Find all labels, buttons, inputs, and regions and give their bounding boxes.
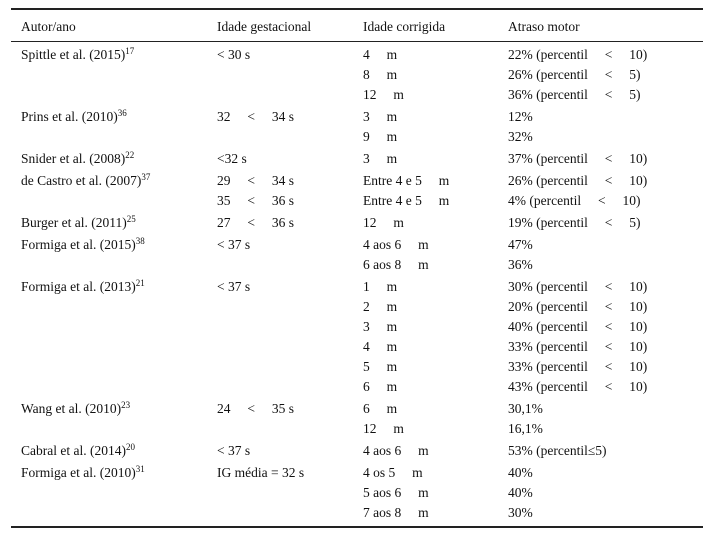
header-gestational-age: Idade gestacional (217, 19, 312, 34)
corrected-age-value: 4 os 5 m (363, 465, 423, 480)
table-bottom-rule (11, 526, 703, 528)
gestational-age-value: 35 < 36 s (217, 193, 294, 208)
motor-delay-value: 16,1% (508, 421, 543, 436)
author-cell (21, 149, 134, 169)
reference-number: 21 (135, 278, 145, 288)
corrected-age-value: 7 aos 8 m (363, 505, 429, 520)
corrected-age-value: 5 m (363, 359, 398, 374)
motor-delay-value: 33% (percentil < 10) (508, 339, 648, 354)
gestational-age-value: < 30 s (217, 47, 251, 62)
motor-delay-value: 4% (percentil < 10) (508, 193, 641, 208)
author-name: Wang et al. (2010) (21, 401, 122, 416)
author-cell (21, 463, 145, 483)
gestational-age-cell (217, 277, 250, 297)
corrected-age-value: 6 aos 8 m (363, 257, 429, 272)
corrected-age-value: Entre 4 e 5 m (363, 193, 450, 208)
header-corrected-age: Idade corrigida (363, 19, 446, 34)
motor-delay-value: 22% (percentil < 10) (508, 47, 648, 62)
corrected-age-cell (363, 171, 449, 211)
gestational-age-value: < 37 s (217, 279, 251, 294)
motor-delay-value: 53% (percentil≤5) (508, 443, 607, 458)
reference-number: 37 (141, 172, 151, 182)
corrected-age-value: 3 m (363, 109, 398, 124)
gestational-age-value: < 37 s (217, 443, 251, 458)
gestational-age-cell (217, 45, 250, 65)
motor-delay-value: 19% (percentil < 5) (508, 215, 641, 230)
motor-delay-value: 30% (508, 505, 533, 520)
author-cell (21, 441, 135, 461)
corrected-age-value: 4 m (363, 47, 398, 62)
motor-delay-value: 37% (percentil < 10) (508, 151, 648, 166)
motor-delay-value: 36% (508, 257, 533, 272)
motor-delay-cell (508, 463, 533, 523)
corrected-age-value: 9 m (363, 129, 398, 144)
author-name: Cabral et al. (2014) (21, 443, 126, 458)
reference-number: 17 (125, 46, 135, 56)
gestational-age-cell (217, 107, 294, 127)
gestational-age-value: 29 < 34 s (217, 173, 294, 188)
motor-delay-value: 33% (percentil < 10) (508, 359, 648, 374)
author-name: Formiga et al. (2015) (21, 237, 136, 252)
motor-delay-cell (508, 213, 640, 233)
reference-number: 23 (121, 400, 131, 410)
header-motor-delay: Atraso motor (508, 19, 580, 34)
gestational-age-value: < 37 s (217, 237, 251, 252)
author-name: Spittle et al. (2015) (21, 47, 126, 62)
gestational-age-cell (217, 463, 304, 483)
corrected-age-value: 1 m (363, 279, 398, 294)
author-name: Formiga et al. (2010) (21, 465, 136, 480)
motor-delay-cell (508, 45, 647, 105)
motor-delay-value: 47% (508, 237, 533, 252)
motor-delay-value: 36% (percentil < 5) (508, 87, 641, 102)
corrected-age-value: 5 aos 6 m (363, 485, 429, 500)
motor-delay-value: 32% (508, 129, 533, 144)
gestational-age-cell (217, 213, 294, 233)
corrected-age-cell (363, 441, 429, 461)
header-author: Autor/ano (21, 19, 76, 34)
motor-delay-value: 40% (508, 465, 533, 480)
gestational-age-cell (217, 149, 247, 169)
author-cell (21, 171, 150, 191)
corrected-age-value: 12 m (363, 215, 404, 230)
corrected-age-value: 8 m (363, 67, 398, 82)
gestational-age-cell (217, 171, 294, 211)
motor-delay-value: 20% (percentil < 10) (508, 299, 648, 314)
corrected-age-value: 4 m (363, 339, 398, 354)
author-name: de Castro et al. (2007) (21, 173, 142, 188)
corrected-age-value: 3 m (363, 319, 398, 334)
author-cell (21, 277, 145, 297)
author-cell (21, 213, 136, 233)
table-top-rule (11, 8, 703, 10)
motor-delay-cell (508, 107, 533, 147)
author-cell (21, 399, 130, 419)
reference-number: 25 (126, 214, 136, 224)
gestational-age-value: <32 s (217, 151, 247, 166)
reference-number: 38 (135, 236, 145, 246)
corrected-age-cell (363, 463, 429, 523)
gestational-age-cell (217, 235, 250, 255)
corrected-age-value: 4 aos 6 m (363, 443, 429, 458)
corrected-age-cell (363, 213, 404, 233)
gestational-age-value: 27 < 36 s (217, 215, 294, 230)
author-cell (21, 45, 134, 65)
corrected-age-cell (363, 235, 429, 275)
gestational-age-value: IG média = 32 s (217, 465, 305, 480)
author-name: Prins et al. (2010) (21, 109, 118, 124)
reference-number: 22 (125, 150, 135, 160)
motor-delay-cell (508, 235, 533, 275)
motor-delay-cell (508, 441, 607, 461)
corrected-age-cell (363, 399, 404, 439)
motor-delay-value: 40% (percentil < 10) (508, 319, 648, 334)
gestational-age-value: 24 < 35 s (217, 401, 294, 416)
author-name: Snider et al. (2008) (21, 151, 126, 166)
gestational-age-value: 32 < 34 s (217, 109, 294, 124)
corrected-age-value: Entre 4 e 5 m (363, 173, 450, 188)
motor-delay-value: 43% (percentil < 10) (508, 379, 648, 394)
reference-number: 20 (125, 442, 135, 452)
corrected-age-value: 6 m (363, 401, 398, 416)
motor-delay-cell (508, 277, 647, 397)
motor-delay-cell (508, 399, 543, 439)
author-cell (21, 235, 145, 255)
motor-delay-value: 26% (percentil < 5) (508, 67, 641, 82)
corrected-age-value: 12 m (363, 421, 404, 436)
motor-delay-value: 40% (508, 485, 533, 500)
corrected-age-value: 4 aos 6 m (363, 237, 429, 252)
corrected-age-value: 3 m (363, 151, 398, 166)
gestational-age-cell (217, 441, 250, 461)
motor-delay-cell (508, 171, 647, 211)
gestational-age-cell (217, 399, 294, 419)
corrected-age-cell (363, 149, 397, 169)
motor-delay-cell (508, 149, 647, 169)
corrected-age-cell (363, 107, 397, 147)
corrected-age-cell (363, 45, 404, 105)
motor-delay-value: 30,1% (508, 401, 543, 416)
motor-delay-value: 30% (percentil < 10) (508, 279, 648, 294)
motor-delay-value: 12% (508, 109, 533, 124)
author-name: Formiga et al. (2013) (21, 279, 136, 294)
corrected-age-value: 12 m (363, 87, 404, 102)
corrected-age-cell (363, 277, 397, 397)
reference-number: 31 (135, 464, 145, 474)
corrected-age-value: 6 m (363, 379, 398, 394)
reference-number: 36 (117, 108, 127, 118)
corrected-age-value: 2 m (363, 299, 398, 314)
author-cell (21, 107, 127, 127)
table-header-rule (11, 41, 703, 42)
author-name: Burger et al. (2011) (21, 215, 127, 230)
motor-delay-value: 26% (percentil < 10) (508, 173, 648, 188)
